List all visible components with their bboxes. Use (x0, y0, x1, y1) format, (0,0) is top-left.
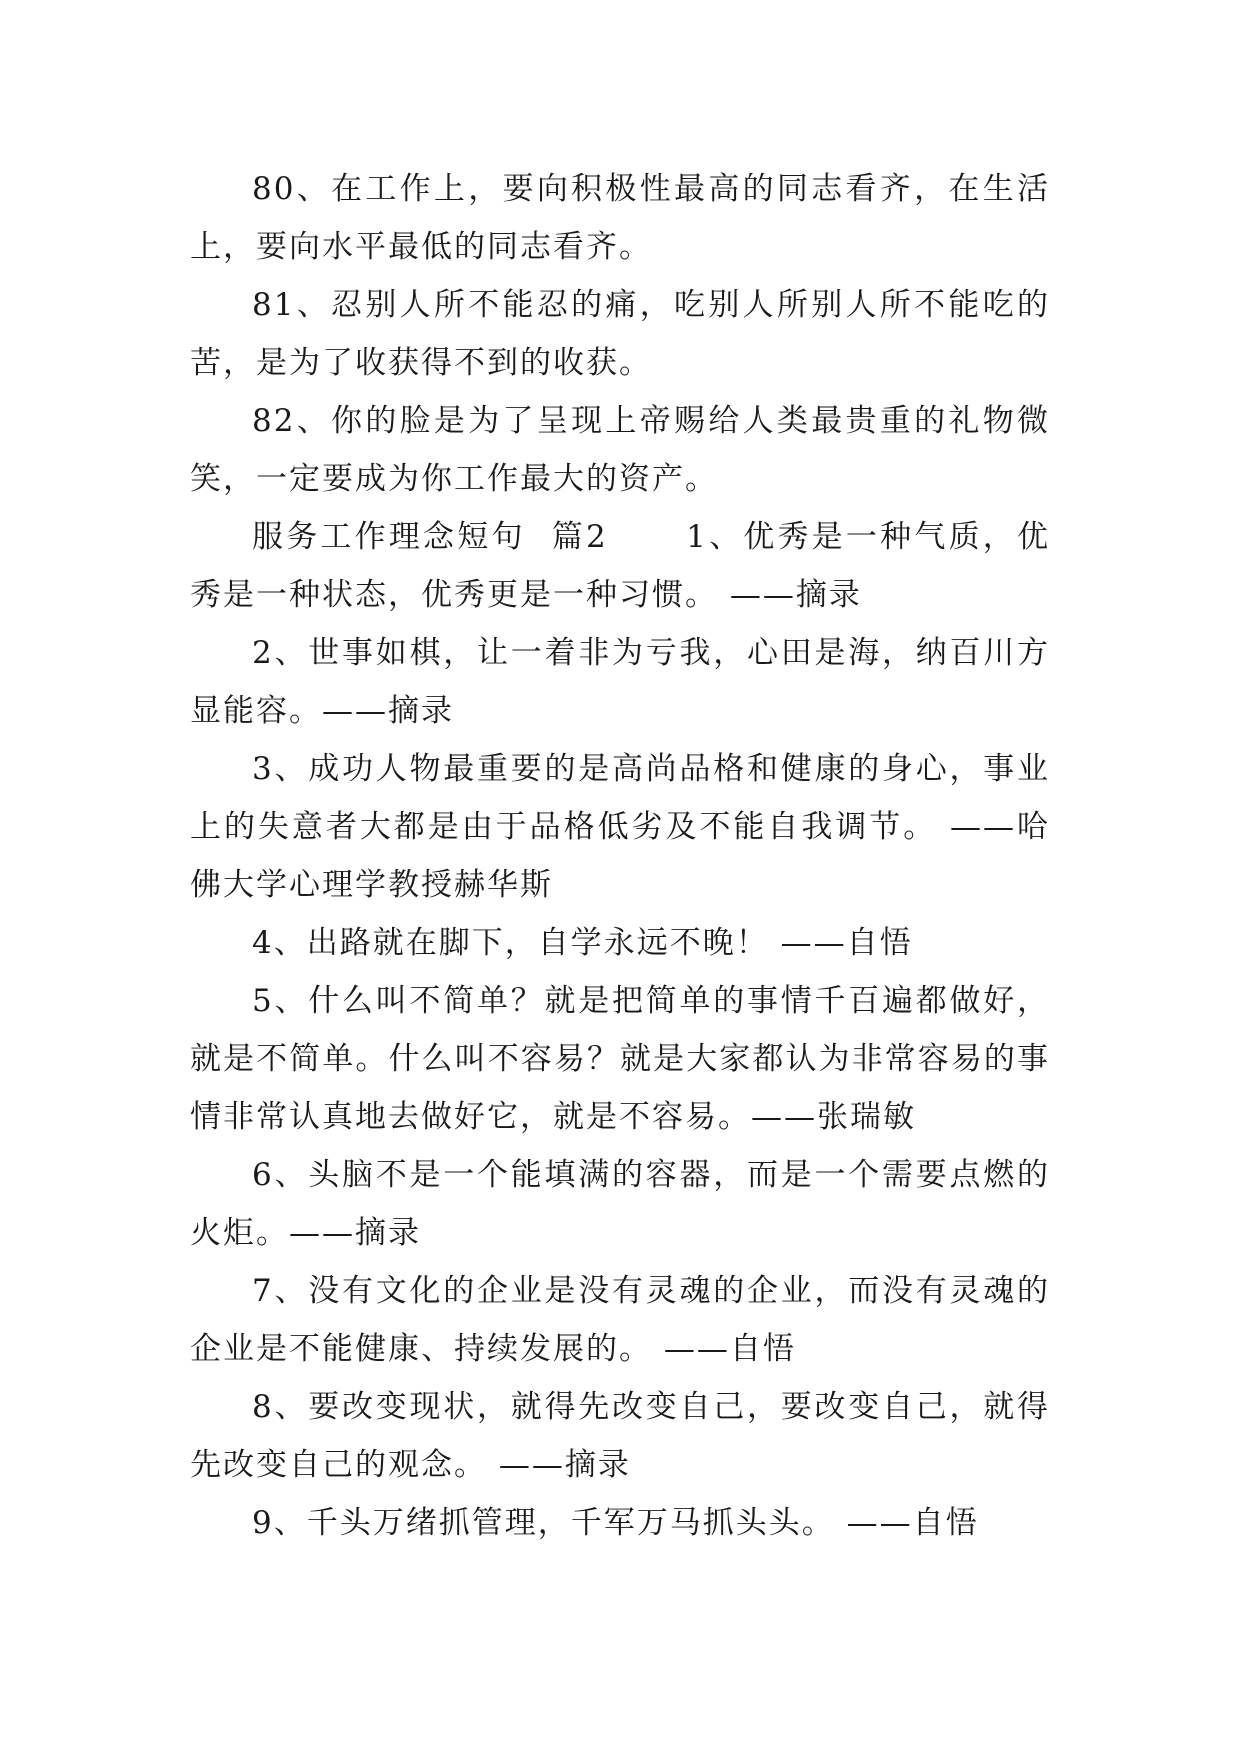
paragraph-3: 3、成功人物最重要的是高尚品格和健康的身心，事业上的失意者大都是由于品格低劣及不能自我调节。 ——哈佛大学心理学教授赫华斯 (190, 751, 1050, 903)
paragraph-80: 80、在工作上，要向积极性最高的同志看齐，在生活上，要向水平最低的同志看齐。 (190, 171, 1050, 265)
paragraph-2: 2、世事如棋，让一着非为亏我，心田是海，纳百川方显能容。——摘录 (190, 635, 1050, 729)
paragraph-9: 9、千头万绪抓管理，千军万马抓头头。 ——自悟 (252, 1505, 979, 1541)
paragraph-5: 5、什么叫不简单？就是把简单的事情千百遍都做好，就是不简单。什么叫不容易？就是大家都认为非常容易的事情非常认真地去做好它，就是不容易。——张瑞敏 (190, 983, 1050, 1135)
document-page (190, 160, 1050, 1552)
section-heading-paragraph: 服务工作理念短句 篇2 1、优秀是一种气质，优秀是一种状态，优秀更是一种习惯。 ——摘录 (190, 519, 1050, 613)
paragraph-6: 6、头脑不是一个能填满的容器，而是一个需要点燃的火炬。——摘录 (190, 1157, 1050, 1251)
paragraph-81: 81、忍别人所不能忍的痛，吃别人所别人所不能吃的苦，是为了收获得不到的收获。 (190, 287, 1050, 381)
paragraph-8: 8、要改变现状，就得先改变自己，要改变自己，就得先改变自己的观念。 ——摘录 (190, 1389, 1050, 1483)
paragraph-82: 82、你的脸是为了呈现上帝赐给人类最贵重的礼物微笑，一定要成为你工作最大的资产。 (190, 403, 1050, 497)
paragraph-7: 7、没有文化的企业是没有灵魂的企业，而没有灵魂的企业是不能健康、持续发展的。 ——自悟 (190, 1273, 1050, 1367)
paragraph-4: 4、出路就在脚下，自学永远不晚！ ——自悟 (252, 925, 913, 961)
